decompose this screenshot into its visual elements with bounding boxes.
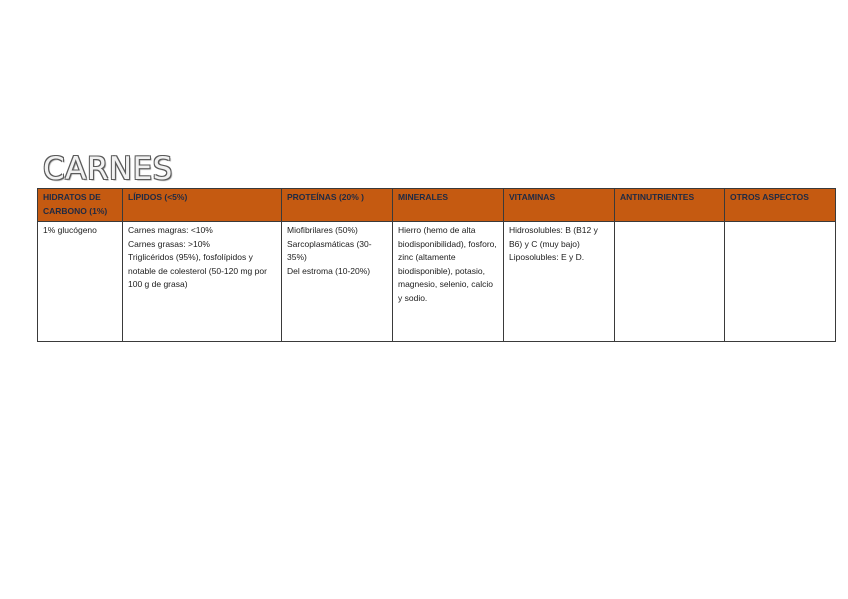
cell-text: Del estroma (10-20%): [287, 265, 371, 276]
cell-text: Triglicéridos (95%), fosfolípidos y notable de colesterol (50-120 mg por 100 g de grasa): [128, 252, 267, 289]
header-lipidos: LÍPIDOS (<5%): [123, 189, 282, 222]
header-vitaminas: VITAMINAS: [504, 189, 615, 222]
cell-text: Hidrosolubles: B (B12 y B6) y C (muy bajo): [509, 225, 598, 249]
header-minerales: MINERALES: [393, 189, 504, 222]
cell-vitaminas: [504, 222, 615, 342]
header-antinutrientes: ANTINUTRIENTES: [615, 189, 725, 222]
cell-text: Sarcoplasmáticas (30-35%): [287, 238, 372, 262]
nutrition-table: [37, 188, 836, 342]
header-otros-aspectos: OTROS ASPECTOS: [725, 189, 836, 222]
table-row: [38, 222, 836, 342]
cell-proteinas: [282, 222, 393, 342]
cell-text: Carnes grasas: >10%: [128, 238, 210, 249]
cell-text: Miofibrilares (50%): [287, 225, 358, 235]
cell-text: 1% glucógeno: [43, 225, 97, 235]
cell-minerales: [393, 222, 504, 342]
cell-text: Hierro (hemo de alta biodisponibilidad), fosforo, zinc (altamente biodisponible), potasio, magnesio, selenio, calcio y sodio.: [398, 225, 497, 303]
cell-hidratos: [38, 222, 123, 342]
table-header-row: [38, 189, 836, 222]
cell-text: Carnes magras: <10%: [128, 225, 213, 235]
page-title: CARNES: [43, 151, 173, 187]
header-hidratos: HIDRATOS DE CARBONO (1%): [38, 189, 123, 222]
cell-lipidos: [123, 222, 282, 342]
cell-antinutrientes: [615, 222, 725, 342]
header-proteinas: PROTEÍNAS (20% ): [282, 189, 393, 222]
cell-otros-aspectos: [725, 222, 836, 342]
cell-text: Liposolubles: E y D.: [509, 252, 585, 262]
